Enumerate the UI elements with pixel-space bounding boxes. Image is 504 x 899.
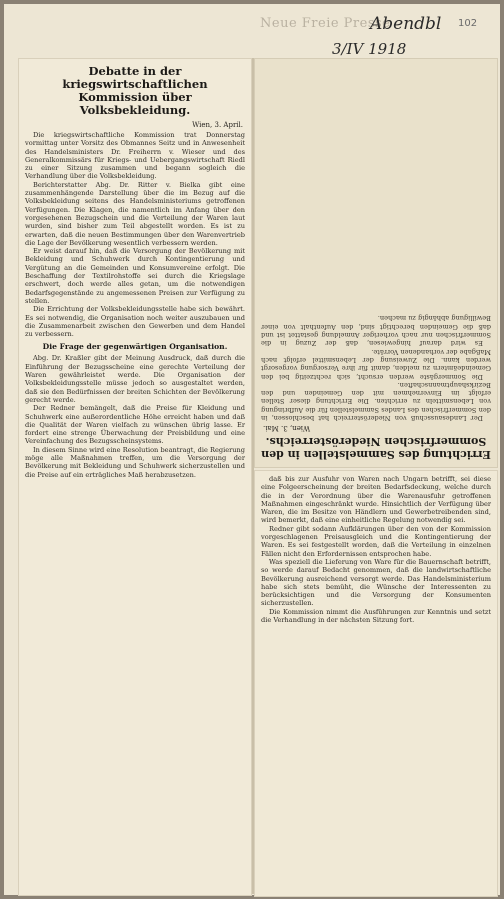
article-paragraph: Er weist darauf hin, daß die Versorgung der Bevölkerung mit Bekleidung und Schuhwerk durch Kontingentierung und Vergütung an die Gemeinden und Konsumvereine erfolgt. Die Beschaffung der Textilrohstoffe sei durch die Kriegslage erschwert, doch werde alles getan, um die notwendigen Bedarfsgegenstände zu angemessenen Preisen zur Verfügung zu stellen.	[25, 247, 245, 305]
article-paragraph: Berichterstatter Abg. Dr. Ritter v. Bielka gibt eine zusammenhängende Darstellung über die im Bezug auf die Volksbekleidung seitens des Handelsministeriums getroffenen Verfügungen. Die Klagen, die namentlich im Anfang über den vorgesehenen Bezugschein und die Verteilung der Waren laut wurden, sind bisher zum Teil abgestellt worden. Es ist zu erwarten, daß die neuen Bestimmungen über den Warenvertrieb die Lage der Bevölkerung wesentlich verbessern werden.	[25, 180, 245, 247]
rotated-content	[255, 59, 497, 467]
article-subhead: Die Frage der gegenwärtigen Organisation.	[42, 342, 228, 352]
rotated-article-dateline: Wien, 3. Mai.	[263, 424, 311, 432]
article-paragraph: Die Errichtung der Volksbekleidungsstelle habe sich bewährt. Es sei notwendig, die Organisation noch weiter auszubauen und die Zusammenarbeit zwischen den Gewerben und dem Handel zu verbessern.	[25, 305, 245, 339]
article-dateline: Wien, 3. April.	[192, 121, 243, 129]
article-paragraph: Was speziell die Lieferung von Ware für die Bauernschaft betrifft, so werde darauf Bedacht genommen, daß die landwirtschaftliche Bevölkerung ausreichend versorgt werde. Das Handelsministerium habe sich stets bemüht, die Wünsche der Interessenten zu berücksichtigen und die Versorgung der Konsumenten sicherzustellen.	[261, 557, 491, 608]
article-paragraph: Die kriegswirtschaftliche Kommission trat Donnerstag vormittag unter Vorsitz des Obmannes Seitz und in Anwesenheit des Handelsministers Dr. Freiherrn v. Wieser und des Generalkommissärs für Kriegs- und Uebergangswirtschaft Riedl zu einer Sitzung zusammen und begann sogleich die Verhandlung über die Volksbekleidung.	[25, 131, 245, 181]
handwritten-annotation: Abendbl	[370, 14, 442, 34]
article-paragraph: Redner gibt sodann Aufklärungen über den von der Kommission vorgeschlagenen Preisausgleich und die Kontingentierung der Waren. Es sei festgestellt worden, daß die Verteilung in einzelnen Fällen nicht den Erfordernissen entsprochen habe.	[261, 524, 491, 558]
article-paragraph: Abg. Dr. Kraßler gibt der Meinung Ausdruck, daß durch die Einführung der Bezugsscheine eine gerechte Verteilung der Waren gewährleistet werde. Die Organisation der Volksbekleidungsstelle müsse jedoch so ausgestaltet werden, daß sie den Bedürfnissen der breiten Schichten der Bevölkerung gerecht werde.	[25, 354, 245, 404]
handwritten-date: 3/IV 1918	[332, 40, 407, 58]
article-body-continued	[25, 354, 245, 478]
left-article-clipping	[18, 58, 252, 896]
rotated-article-body	[261, 314, 491, 422]
rotated-article-title: Errichtung des Sammelstellen in den Sommerfrischen Niederösterreichs.	[261, 435, 491, 461]
article-paragraph: Die Kommission nimmt die Ausführungen zur Kenntnis und setzt die Verhandlung in der nächsten Sitzung fort.	[261, 607, 491, 625]
lower-right-article-clipping	[254, 470, 498, 897]
article-paragraph: daß bis zur Ausfuhr von Waren nach Ungarn betrifft, sei diese eine Folgeerscheinung der breiten Bedarfsdeckung, welche durch die in der Verordnung über die Warenausfuhr getroffenen Maßnahmen eingeschränkt wurde. Hinsichtlich der Verfügung über Waren, die im Besitze von Händlern und Gewerbetreibenden sind, wird bemerkt, daß eine einheitliche Regelung notwendig sei.	[261, 475, 491, 525]
newspaper-scan	[4, 4, 500, 895]
article-paragraph: Der Landesausschuß von Niederösterreich hat beschlossen, in den Sommerfrischen des Landes Sammelstellen für die Aufbringung von Lebensmitteln zu errichten. Die Errichtung dieser Stellen erfolgt im Einvernehmen mit den Gemeinden und den Bezirkshauptmannschaften.	[261, 380, 491, 422]
newspaper-name: Neue Freie Presse	[260, 16, 391, 31]
rotated-article-clipping	[254, 58, 498, 468]
lower-article-body	[261, 475, 491, 624]
article-body	[25, 131, 245, 338]
article-paragraph: Die Sommergäste werden ersucht, sich rechtzeitig bei den Gemeindeämtern zu melden, damit für ihre Versorgung vorgesorgt werden kann. Die Zuweisung der Lebensmittel erfolgt nach Maßgabe der vorhandenen Vorräte.	[261, 347, 491, 381]
article-paragraph: Es wird darauf hingewiesen, daß der Zuzug in die Sommerfrischen nur nach vorheriger Anmeldung gestattet ist und daß die Gemeinden berechtigt sind, den Aufenthalt von einer Bewilligung abhängig zu machen.	[261, 314, 491, 348]
clipping-header	[254, 14, 500, 62]
article-paragraph: In diesem Sinne wird eine Resolution beantragt, die Regierung möge alle Maßnahmen treffen, um die Versorgung der Bevölkerung mit Bekleidung und Schuhwerk sicherzustellen und die Preise auf ein erträgliches Maß herabzusetzen.	[25, 445, 245, 479]
article-paragraph: Der Redner bemängelt, daß die Preise für Kleidung und Schuhwerk eine außerordentliche Höhe erreicht haben und daß die Qualität der Waren vielfach zu wünschen übrig lasse. Er fordert eine strenge Überwachung der Preisbildung und eine Vereinfachung des Bezugsscheinsystems.	[25, 404, 245, 446]
article-title: Debatte in der kriegswirtschaftlichen Kommission über Volksbekleidung.	[62, 64, 208, 117]
handwritten-number: 102	[458, 18, 478, 29]
